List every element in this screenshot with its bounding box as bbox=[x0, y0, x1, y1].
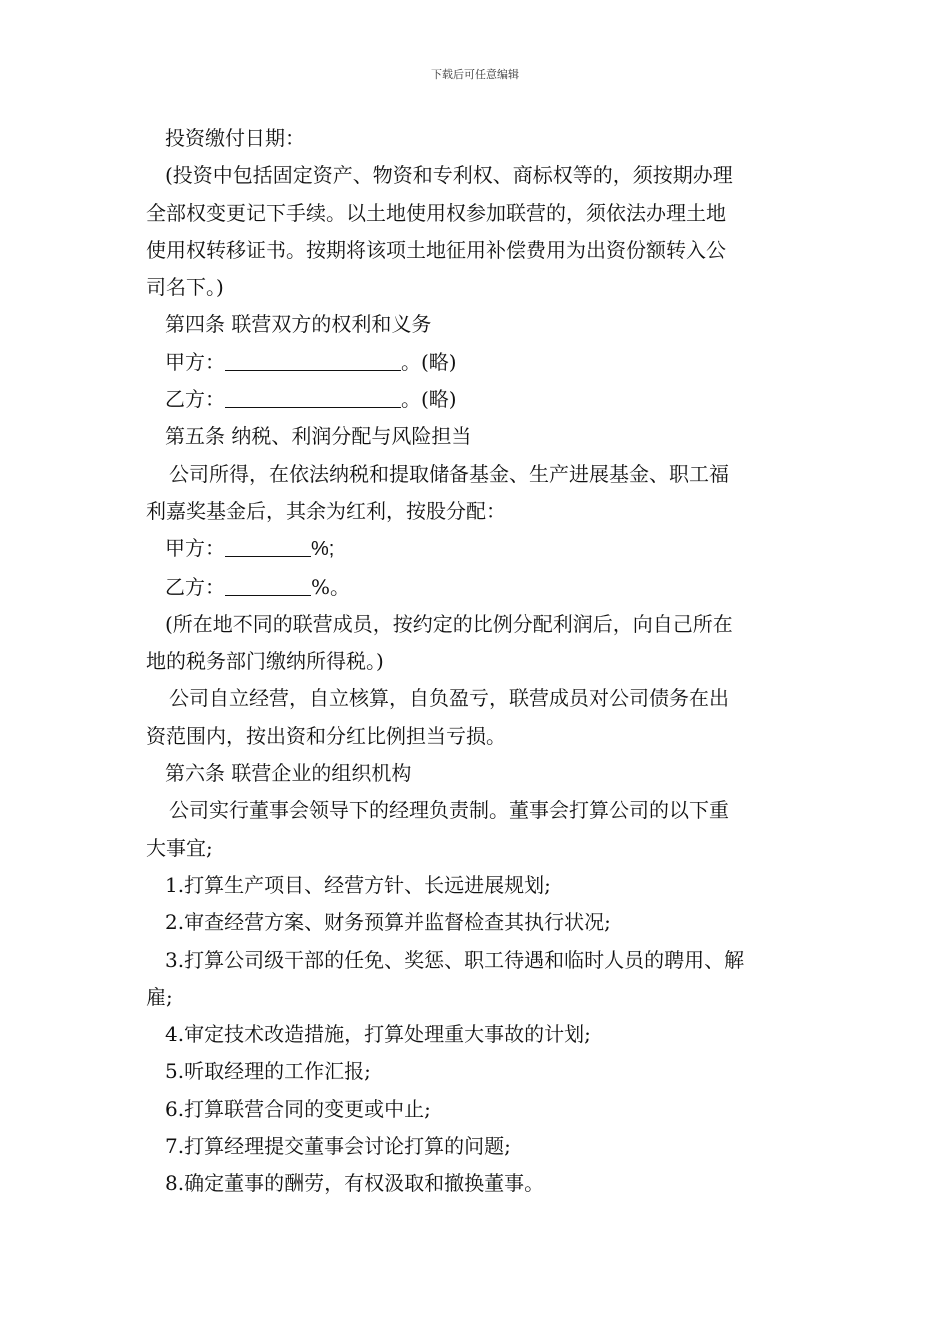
paragraph-line: 大事宜; bbox=[146, 835, 213, 860]
list-item: 5.听取经理的工作汇报; bbox=[165, 1059, 371, 1084]
party-b-label: 乙方： bbox=[165, 574, 225, 599]
blank-field[interactable] bbox=[225, 348, 401, 371]
party-a-label: 甲方： bbox=[165, 536, 225, 561]
article-5-heading: 第五条 纳税、利润分配与风险担当 bbox=[165, 424, 472, 449]
list-item: 1.打算生产项目、经营方针、长远进展规划; bbox=[165, 872, 551, 897]
rights-party-a bbox=[146, 344, 806, 381]
paragraph-line: 公司所得，在依法纳税和提取储备基金、生产进展基金、职工福 bbox=[169, 461, 729, 486]
share-b-suffix: %。 bbox=[311, 574, 351, 599]
list-item: 6.打算联营合同的变更或中止; bbox=[165, 1096, 431, 1121]
party-a-label: 甲方： bbox=[165, 349, 225, 374]
list-item: 4.审定技术改造措施，打算处理重大事故的计划; bbox=[165, 1022, 591, 1047]
list-item: 3.打算公司级干部的任免、奖惩、职工待遇和临时人员的聘用、解 bbox=[165, 947, 745, 972]
list-item-continuation: 雇; bbox=[146, 984, 173, 1009]
percent-blank-field[interactable] bbox=[225, 573, 311, 596]
paragraph-line: 公司自立经营，自立核算，自负盈亏，联营成员对公司债务在出 bbox=[169, 686, 729, 711]
investment-date-line: 投资缴付日期： bbox=[165, 126, 305, 150]
paragraph-line: 地的税务部门缴纳所得税。) bbox=[146, 649, 384, 674]
percent-blank-field[interactable] bbox=[225, 534, 311, 557]
rights-a-suffix: 。(略) bbox=[401, 349, 457, 374]
rights-b-suffix: 。(略) bbox=[401, 387, 457, 412]
share-a-suffix: %; bbox=[311, 538, 335, 561]
article-4-heading: 第四条 联营双方的权利和义务 bbox=[165, 312, 432, 337]
party-b-label: 乙方： bbox=[165, 387, 225, 412]
paragraph-line: 使用权转移证书。按期将该项土地征用补偿费用为出资份额转入公 bbox=[146, 237, 726, 262]
article-6-heading: 第六条 联营企业的组织机构 bbox=[165, 761, 412, 786]
rights-party-b bbox=[146, 381, 806, 418]
paragraph-line: 司名下。) bbox=[146, 275, 224, 300]
share-party-a bbox=[146, 530, 806, 568]
page-header: 下载后可任意编辑 bbox=[431, 68, 519, 81]
paragraph-line: 利嘉奖基金后，其余为红利，按股分配： bbox=[146, 498, 506, 523]
document-body bbox=[146, 120, 806, 1203]
list-item: 8.确定董事的酬劳，有权汲取和撤换董事。 bbox=[165, 1171, 545, 1196]
list-item: 2.审查经营方案、财务预算并监督检查其执行状况; bbox=[165, 910, 611, 935]
list-item: 7.打算经理提交董事会讨论打算的问题; bbox=[165, 1134, 511, 1159]
paragraph-line: (所在地不同的联营成员，按约定的比例分配利润后，向自己所在 bbox=[165, 611, 733, 636]
blank-field[interactable] bbox=[225, 385, 401, 408]
paragraph-line: 全部权变更记下手续。以土地使用权参加联营的，须依法办理土地 bbox=[146, 200, 726, 225]
paragraph-line: 资范围内，按出资和分红比例担当亏损。 bbox=[146, 723, 506, 748]
share-party-b bbox=[146, 569, 806, 606]
paragraph-line: (投资中包括固定资产、物资和专利权、商标权等的，须按期办理 bbox=[165, 163, 733, 188]
paragraph-line: 公司实行董事会领导下的经理负责制。董事会打算公司的以下重 bbox=[169, 798, 729, 823]
